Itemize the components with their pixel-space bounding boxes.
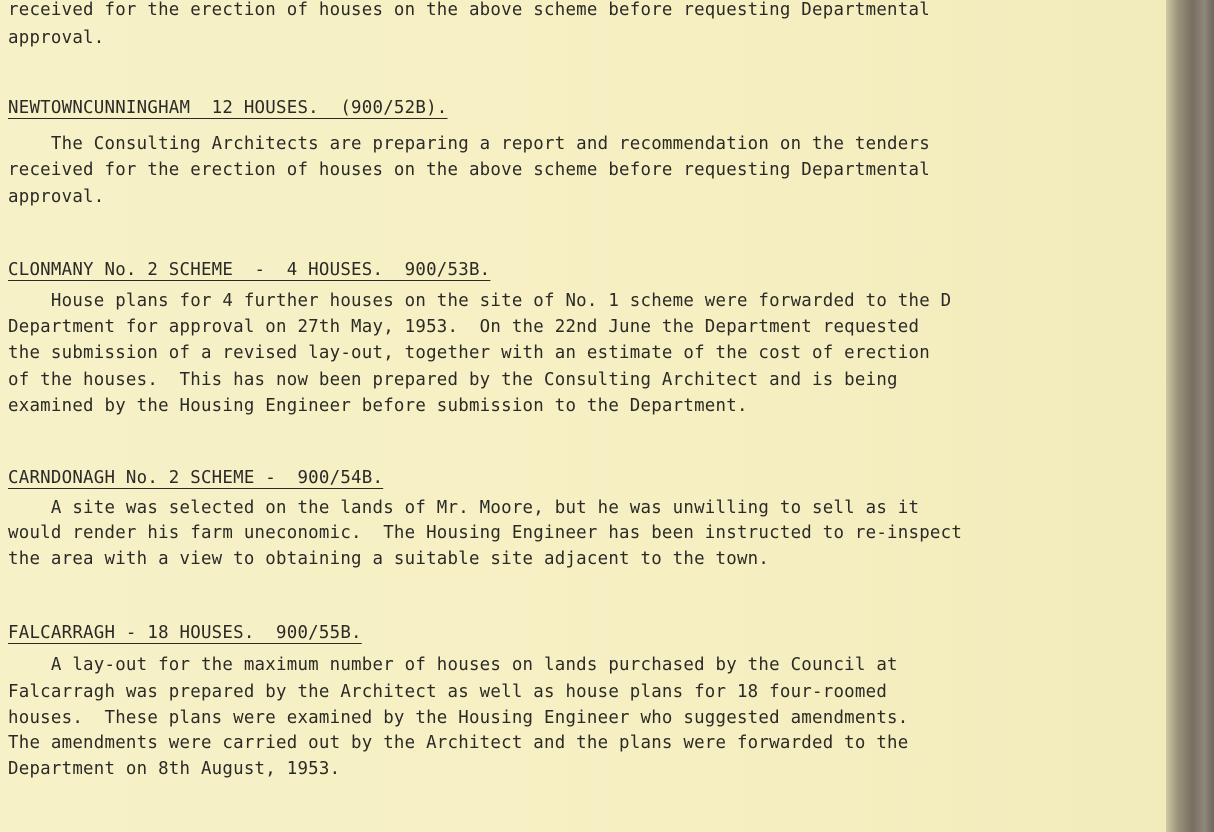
paragraph-line: examined by the Housing Engineer before submission to the Department. — [8, 396, 748, 416]
paragraph-line: the area with a view to obtaining a suitable site adjacent to the town. — [8, 549, 770, 569]
paragraph-line: received for the erection of houses on the above scheme before requesting Departmental — [8, 160, 930, 180]
paragraph-line: Department for approval on 27th May, 1953. On the 22nd June the Department requested — [8, 317, 920, 337]
paragraph-line: approval. — [8, 187, 105, 207]
paragraph-line: Department on 8th August, 1953. — [8, 759, 341, 779]
intro-line: received for the erection of houses on the above scheme before requesting Departmental — [8, 0, 930, 20]
section-heading-clonmany: CLONMANY No. 2 SCHEME - 4 HOUSES. 900/53B. — [8, 260, 491, 280]
section-heading-carndonagh: CARNDONAGH No. 2 SCHEME - 900/54B. — [8, 468, 384, 488]
paragraph-line: House plans for 4 further houses on the site of No. 1 scheme were forwarded to the D — [8, 291, 952, 311]
paragraph-line: houses. These plans were examined by the Housing Engineer who suggested amendments. — [8, 708, 909, 728]
paragraph-line: A lay-out for the maximum number of houses on lands purchased by the Council at — [8, 655, 898, 675]
paragraph-line: Falcarragh was prepared by the Architect as well as house plans for 18 four-roomed — [8, 682, 888, 702]
paragraph-line: A site was selected on the lands of Mr. Moore, but he was unwilling to sell as it — [8, 498, 920, 518]
paragraph-line: The amendments were carried out by the Architect and the plans were forwarded to the — [8, 733, 909, 753]
paragraph-line: of the houses. This has now been prepared by the Consulting Architect and is being — [8, 370, 898, 390]
paragraph-line: The Consulting Architects are preparing a report and recommendation on the tenders — [8, 134, 930, 154]
intro-line: approval. — [8, 28, 105, 48]
section-heading-newtowncunningham: NEWTOWNCUNNINGHAM 12 HOUSES. (900/52B). — [8, 98, 448, 118]
book-binding-edge — [1166, 0, 1214, 832]
paragraph-line: would render his farm uneconomic. The Housing Engineer has been instructed to re-inspect — [8, 523, 963, 543]
section-heading-falcarragh: FALCARRAGH - 18 HOUSES. 900/55B. — [8, 623, 362, 643]
paragraph-line: the submission of a revised lay-out, together with an estimate of the cost of erection — [8, 343, 930, 363]
